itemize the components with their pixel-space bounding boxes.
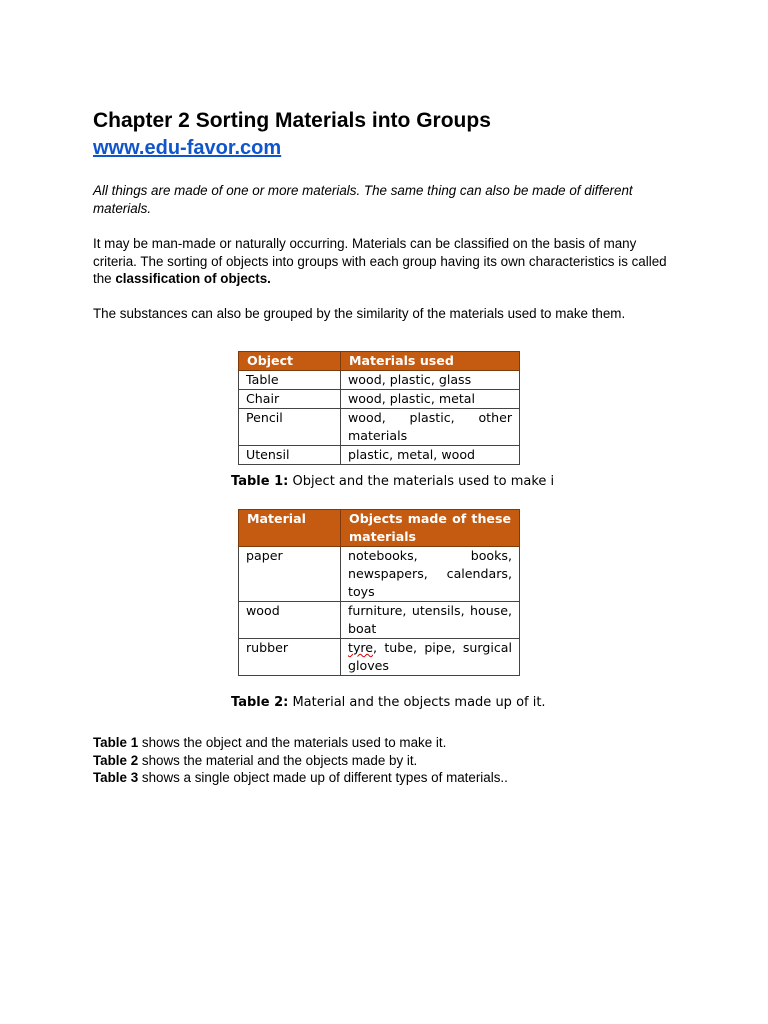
table-cell: Chair (239, 390, 341, 409)
summary-text: shows the material and the objects made by it. (138, 752, 418, 768)
table-cell: plastic, metal, wood (341, 446, 520, 465)
caption-text: Material and the objects made up of it. (288, 695, 546, 710)
summary-label: Table 1 (93, 735, 139, 750)
table-header-row (239, 510, 520, 547)
caption-label: Table 2: (231, 695, 289, 710)
table-cell: wood, plastic, other materials (341, 409, 520, 446)
summary-label: Table 2 (93, 752, 139, 768)
grouping-paragraph: The substances can also be grouped by the similarity of the materials used to make them. (93, 305, 626, 321)
summary-text: shows a single object made up of different types of materials.. (138, 770, 508, 785)
column-header-object: Object (239, 352, 341, 371)
classification-term: classification of objects. (115, 271, 271, 286)
table-row (239, 639, 520, 676)
table-cell-rubber-objects (341, 639, 520, 676)
table-cell: Table (239, 371, 341, 390)
table-cell: notebooks, books, newspapers, calendars, toys (341, 547, 520, 602)
classification-paragraph (93, 235, 683, 288)
table-cell: rubber (239, 639, 341, 676)
classification-text: It may be man-made or naturally occurring. Materials can be classified on the basis of many criteria. The sorting of objects into groups with each group having its own characteristics is called the (93, 236, 667, 286)
table-header-row (239, 352, 520, 371)
column-header-materials-used: Materials used (341, 352, 520, 371)
table-cell: Pencil (239, 409, 341, 446)
site-link[interactable]: www.edu-favor.com (93, 137, 282, 159)
column-header-objects-made: Objects made of these materials (341, 510, 520, 547)
table-cell: wood (239, 602, 341, 639)
caption-label: Table 1: (231, 474, 289, 489)
summary-lines (93, 734, 508, 787)
table-cell: wood, plastic, glass (341, 371, 520, 390)
document-body (93, 108, 683, 322)
summary-line (93, 734, 508, 752)
summary-line (93, 752, 508, 770)
rubber-objects-rest: , tube, pipe, surgical gloves (348, 640, 512, 673)
spellcheck-word: tyre (348, 640, 374, 655)
intro-paragraph: All things are made of one or more materials. The same thing can also be made of different materials. (93, 183, 633, 216)
summary-text: shows the object and the materials used to make it. (138, 735, 447, 750)
table-row (239, 547, 520, 602)
caption-text: Object and the materials used to make i (288, 474, 555, 489)
table-row (239, 446, 520, 465)
materials-objects-table (238, 509, 520, 676)
table-row (239, 409, 520, 446)
table-cell: wood, plastic, metal (341, 390, 520, 409)
table-cell: Utensil (239, 446, 341, 465)
table-row (239, 390, 520, 409)
table-row (239, 602, 520, 639)
table-2 (238, 509, 520, 676)
table-cell: furniture, utensils, house, boat (341, 602, 520, 639)
table-row (239, 371, 520, 390)
page-title: Chapter 2 Sorting Materials into Groups (93, 109, 491, 132)
table-1-caption (231, 473, 554, 491)
column-header-material: Material (239, 510, 341, 547)
summary-line (93, 769, 508, 787)
table-cell: paper (239, 547, 341, 602)
objects-materials-table (238, 351, 520, 465)
table-2-caption (231, 694, 546, 712)
summary-label: Table 3 (93, 770, 139, 785)
table-1 (238, 351, 520, 465)
